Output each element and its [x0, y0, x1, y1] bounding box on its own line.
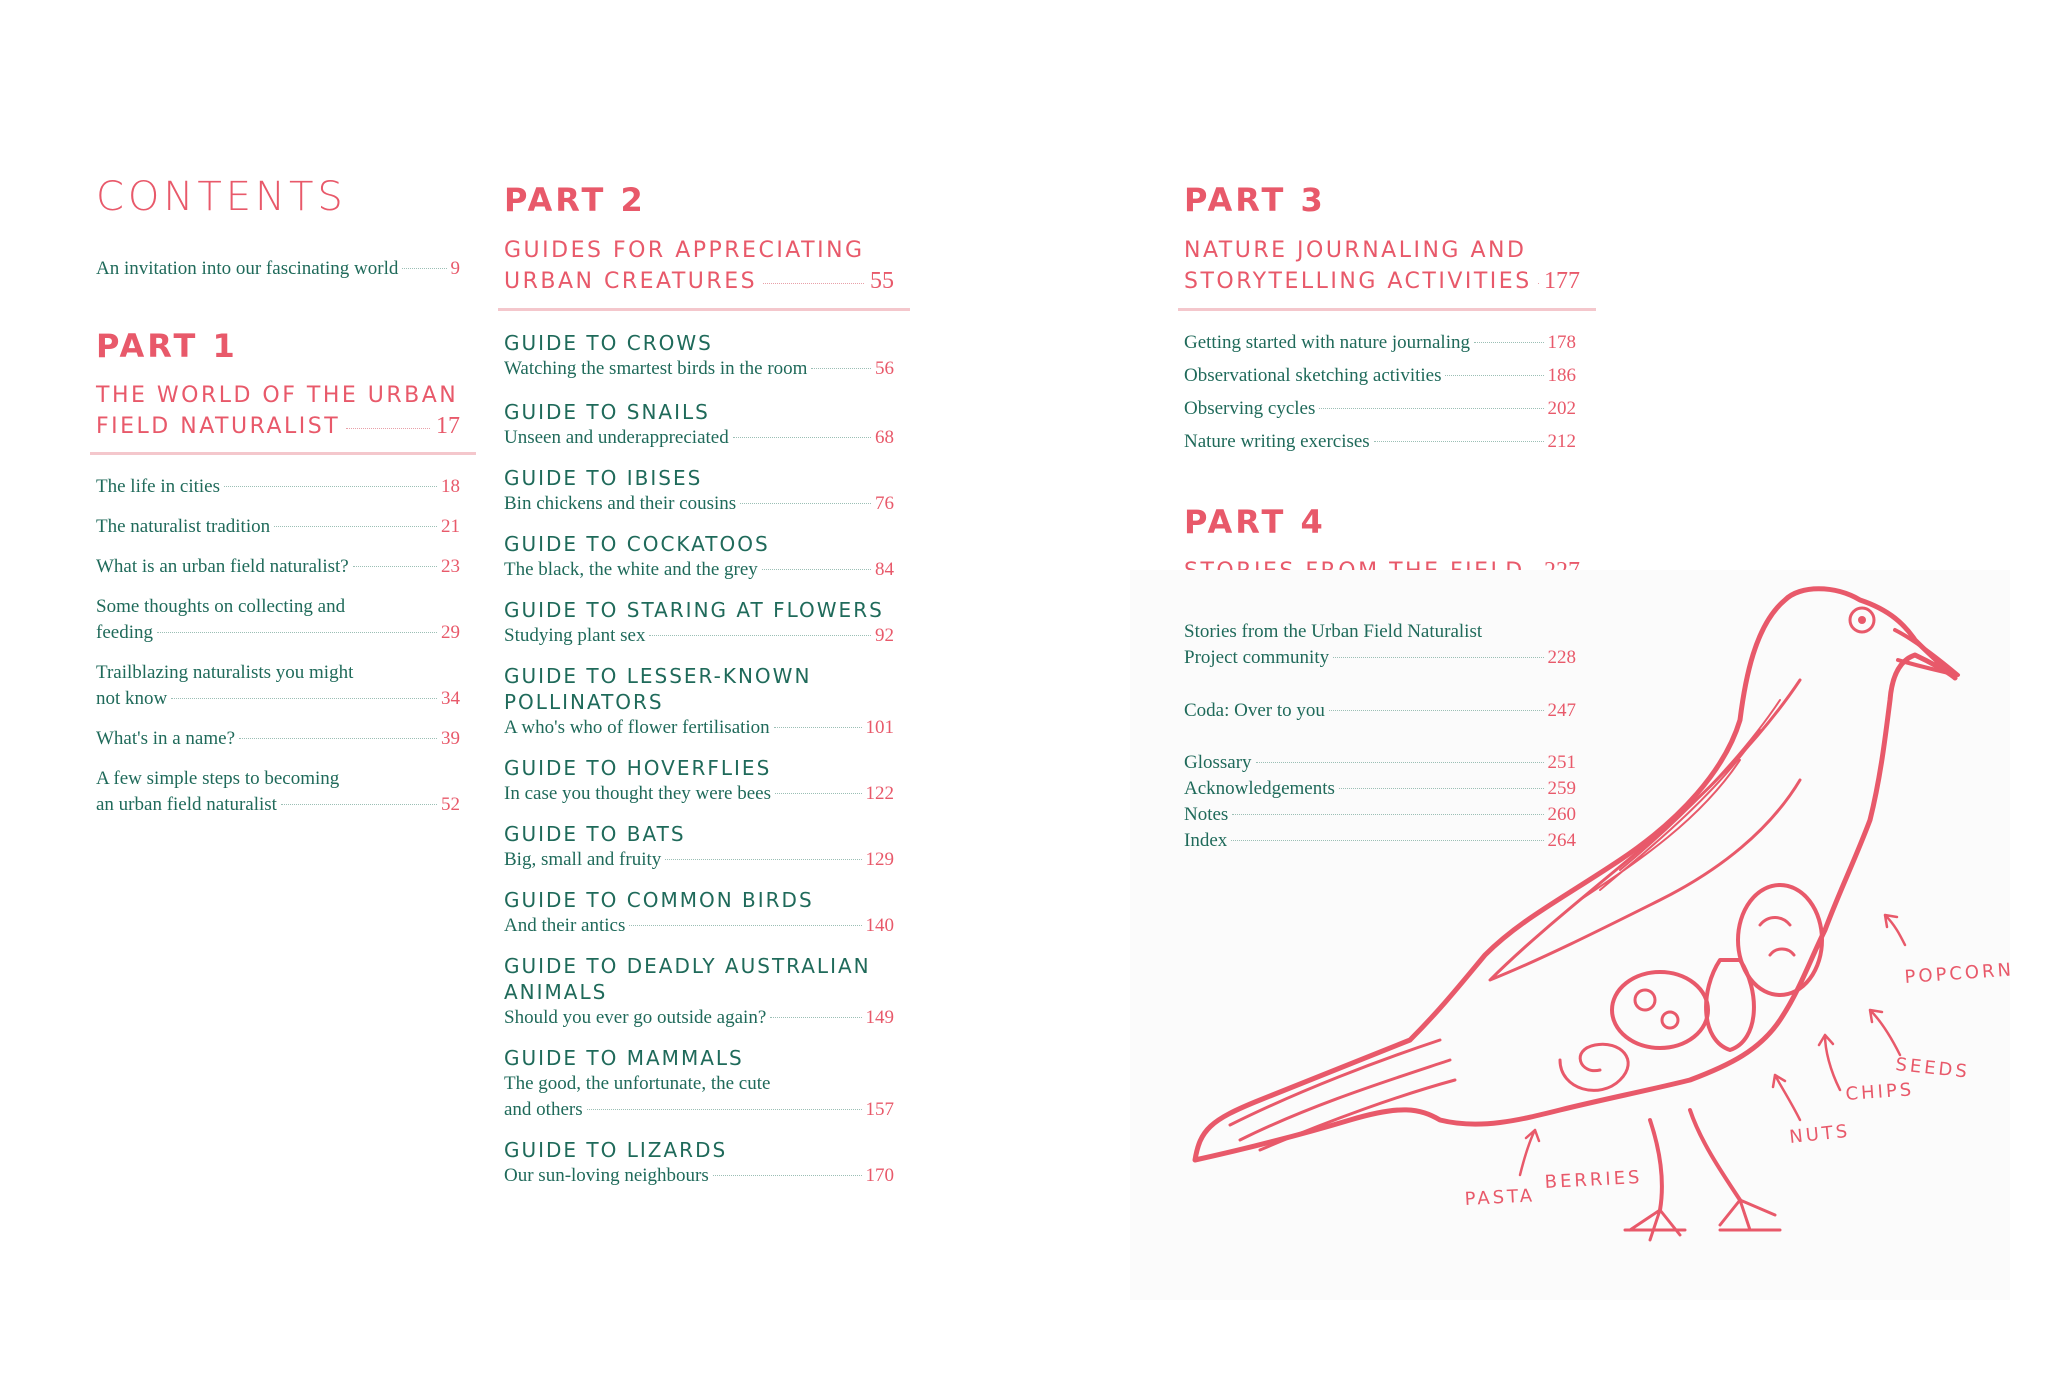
label-seeds: SEEDS: [1894, 1054, 1971, 1083]
contents-title: CONTENTS: [96, 174, 347, 220]
guide-entry[interactable]: GUIDE TO DEADLY AUSTRALIAN ANIMALS Should you ever go outside again? 149: [504, 954, 894, 1028]
toc-entry[interactable]: Observational sketching activities 186: [1184, 365, 1576, 386]
part2-label: PART 2: [504, 181, 646, 219]
toc-entry[interactable]: Trailblazing naturalists you might not know 34: [96, 662, 460, 709]
toc-entry[interactable]: Getting started with nature journaling 178: [1184, 332, 1576, 353]
guide-entry[interactable]: GUIDE TO CROWS Watching the smartest birds in the room 56: [504, 331, 894, 379]
label-popcorn: POPCORN: [1903, 959, 2015, 988]
toc-entry[interactable]: Acknowledgements 259: [1184, 778, 1576, 799]
guide-entry[interactable]: GUIDE TO BATS Big, small and fruity 129: [504, 822, 894, 870]
guide-entry[interactable]: GUIDE TO LESSER-KNOWN POLLINATORS A who's who of flower fertilisation 101: [504, 664, 894, 738]
toc-entry[interactable]: Nature writing exercises 212: [1184, 431, 1576, 452]
toc-entry[interactable]: Some thoughts on collecting and feeding 29: [96, 596, 460, 643]
toc-entry[interactable]: Glossary 251: [1184, 752, 1576, 773]
guide-entry[interactable]: GUIDE TO MAMMALS The good, the unfortunate, the cute and others 157: [504, 1046, 894, 1120]
guide-entry[interactable]: GUIDE TO IBISES Bin chickens and their cousins 76: [504, 466, 894, 514]
toc-entry[interactable]: Index 264: [1184, 830, 1576, 851]
guide-entry[interactable]: GUIDE TO STARING AT FLOWERS Studying plant sex 92: [504, 598, 894, 646]
label-chips: CHIPS: [1844, 1079, 1915, 1105]
toc-entry[interactable]: Notes 260: [1184, 804, 1576, 825]
guide-entry[interactable]: GUIDE TO COCKATOOS The black, the white and the grey 84: [504, 532, 894, 580]
toc-entry[interactable]: The life in cities 18: [96, 476, 460, 497]
toc-entry-intro[interactable]: An invitation into our fascinating world 9: [96, 258, 460, 279]
toc-entry[interactable]: What is an urban field naturalist? 23: [96, 556, 460, 577]
toc-entry[interactable]: Coda: Over to you 247: [1184, 700, 1576, 721]
guide-entry[interactable]: GUIDE TO LIZARDS Our sun-loving neighbours 170: [504, 1138, 894, 1186]
illustration-background: [1130, 570, 2010, 1300]
toc-entry[interactable]: A few simple steps to becoming an urban field naturalist 52: [96, 768, 460, 815]
part1-heading[interactable]: THE WORLD OF THE URBAN FIELD NATURALIST 17: [96, 383, 460, 439]
guide-entry[interactable]: GUIDE TO HOVERFLIES In case you thought they were bees 122: [504, 756, 894, 804]
part2-divider: [498, 308, 910, 311]
part4-label: PART 4: [1184, 503, 1326, 541]
guide-entry[interactable]: GUIDE TO COMMON BIRDS And their antics 140: [504, 888, 894, 936]
part3-divider: [1178, 308, 1596, 311]
label-berries: BERRIES: [1544, 1166, 1643, 1193]
toc-entry[interactable]: Observing cycles 202: [1184, 398, 1576, 419]
part3-heading[interactable]: NATURE JOURNALING AND STORYTELLING ACTIVITIES 177: [1184, 238, 1580, 294]
label-nuts: NUTS: [1788, 1120, 1852, 1148]
part3-label: PART 3: [1184, 181, 1326, 219]
part2-heading[interactable]: GUIDES FOR APPRECIATING URBAN CREATURES 55: [504, 238, 894, 294]
toc-entry[interactable]: Stories from the Urban Field Naturalist Project community 228: [1184, 621, 1576, 668]
toc-entry[interactable]: What's in a name? 39: [96, 728, 460, 749]
toc-entry[interactable]: The naturalist tradition 21: [96, 516, 460, 537]
guide-entry[interactable]: GUIDE TO SNAILS Unseen and underappreciated 68: [504, 400, 894, 448]
label-pasta: PASTA: [1464, 1185, 1536, 1210]
part1-label: PART 1: [96, 327, 238, 365]
part1-divider: [90, 452, 476, 455]
